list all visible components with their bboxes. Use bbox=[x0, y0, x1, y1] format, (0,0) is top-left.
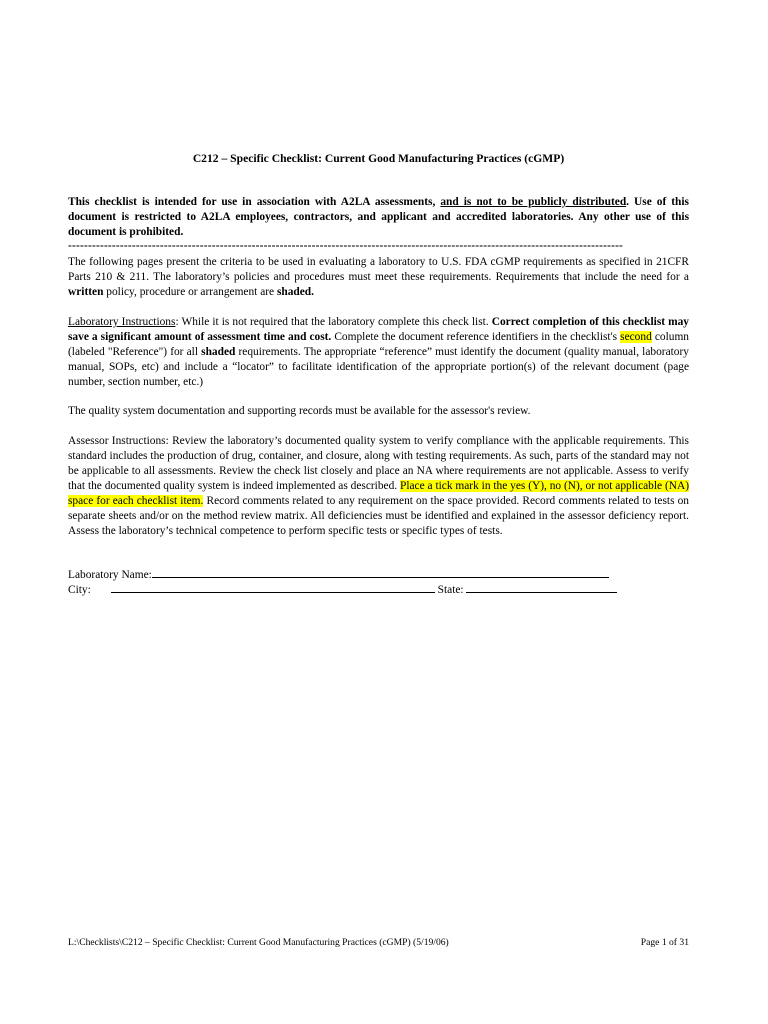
quality-system-paragraph: The quality system documentation and supporting records must be available for the assessor's review. bbox=[68, 405, 531, 417]
city-state-row bbox=[68, 581, 617, 598]
lab-instructions-label: Laboratory Instructions bbox=[68, 316, 176, 328]
lab-name-field[interactable] bbox=[152, 566, 609, 578]
lab-instructions-bold-2: ompletion of this checklist may save a significant amount of assessment time and cost. bbox=[68, 316, 690, 343]
lab-instructions-shaded: shaded bbox=[201, 346, 236, 358]
page-number: Page 1 of 31 bbox=[640, 937, 689, 948]
document-title: C212 – Specific Checklist: Current Good Manufacturing Practices (cGMP) bbox=[192, 152, 565, 165]
assessor-highlight: Place a tick mark in the yes (Y), no (N), or not applicable (NA) space for each checklist item. bbox=[68, 480, 689, 507]
lab-instructions-text-4: column (labeled "Reference") for all bbox=[68, 331, 689, 358]
lab-instructions-bold-1: Correct bbox=[491, 316, 530, 328]
intro-text-1: This checklist is intended for use in association with A2LA assessments, bbox=[68, 196, 441, 208]
assessor-instructions-paragraph bbox=[68, 434, 689, 539]
lab-instructions-paragraph bbox=[68, 315, 689, 390]
lab-instructions-text-2: c bbox=[529, 316, 538, 328]
criteria-text-2: policy, procedure or arrangement are bbox=[103, 286, 277, 298]
criteria-paragraph bbox=[68, 255, 689, 300]
lab-instructions-text-5: requirements. The appropriate “reference” must identify the document (quality manual, laboratory manual, SOPs, etc) and include a “locator” to facilitate identification of the appropriate portion(s) of the relevant document (page number, section number, etc.) bbox=[68, 346, 689, 388]
footer-path: L:\Checklists\C212 – Specific Checklist: Current Good Manufacturing Practices (cGMP) (5/19/06) bbox=[68, 937, 449, 948]
document-page bbox=[68, 0, 689, 1024]
state-label: State: bbox=[437, 584, 464, 596]
criteria-shaded: shaded. bbox=[276, 286, 314, 298]
state-field[interactable] bbox=[466, 581, 617, 593]
assessor-text-1: Assessor Instructions: Review the laboratory’s documented quality system to verify compliance with the applicable requirements. This standard includes the production of drug, container, and closure, along with testing requirements. As such, parts of the standard may not be applicable to all assessments. Review the check list closely and place an NA where requirements are not applicable. Assess to verify that the documented quality system is indeed implemented as described. bbox=[68, 435, 689, 492]
lab-instructions-highlight: second bbox=[620, 331, 652, 343]
assessor-text-2: Record comments related to any requirement on the space provided. Record comments related to tests on separate sheets and/or on the method review matrix. All deficiencies must be identified and explained in the assessor deficiency report. Assess the laboratory’s technical competence to perform specific tests or specific types of tests. bbox=[68, 495, 689, 537]
intro-underlined: and is not to be publicly distributed bbox=[440, 196, 627, 208]
lab-instructions-text-1: : While it is not required that the laboratory complete this check list. bbox=[175, 316, 492, 328]
city-label: City: bbox=[68, 584, 91, 596]
city-field[interactable] bbox=[111, 581, 435, 593]
intro-text-2: . Use of this document is restricted to A2LA employees, contractors, and applicant and accredited laboratories. Any other use of this document is prohibited. bbox=[68, 196, 689, 238]
separator-line: ------------------------------------------------------------------------------------------------------------------------------------------- bbox=[68, 240, 624, 252]
lab-instructions-text-3: Complete the document reference identifiers in the checklist's bbox=[331, 331, 621, 343]
lab-name-label: Laboratory Name: bbox=[68, 569, 152, 581]
criteria-written: written bbox=[68, 286, 104, 298]
criteria-text-1: The following pages present the criteria to be used in evaluating a laboratory to U.S. FDA cGMP requirements as specified in 21CFR Parts 210 & 211. The laboratory’s policies and procedures must meet these requirements. Requirements that include the need for a bbox=[68, 256, 689, 283]
intro-paragraph bbox=[68, 195, 689, 240]
